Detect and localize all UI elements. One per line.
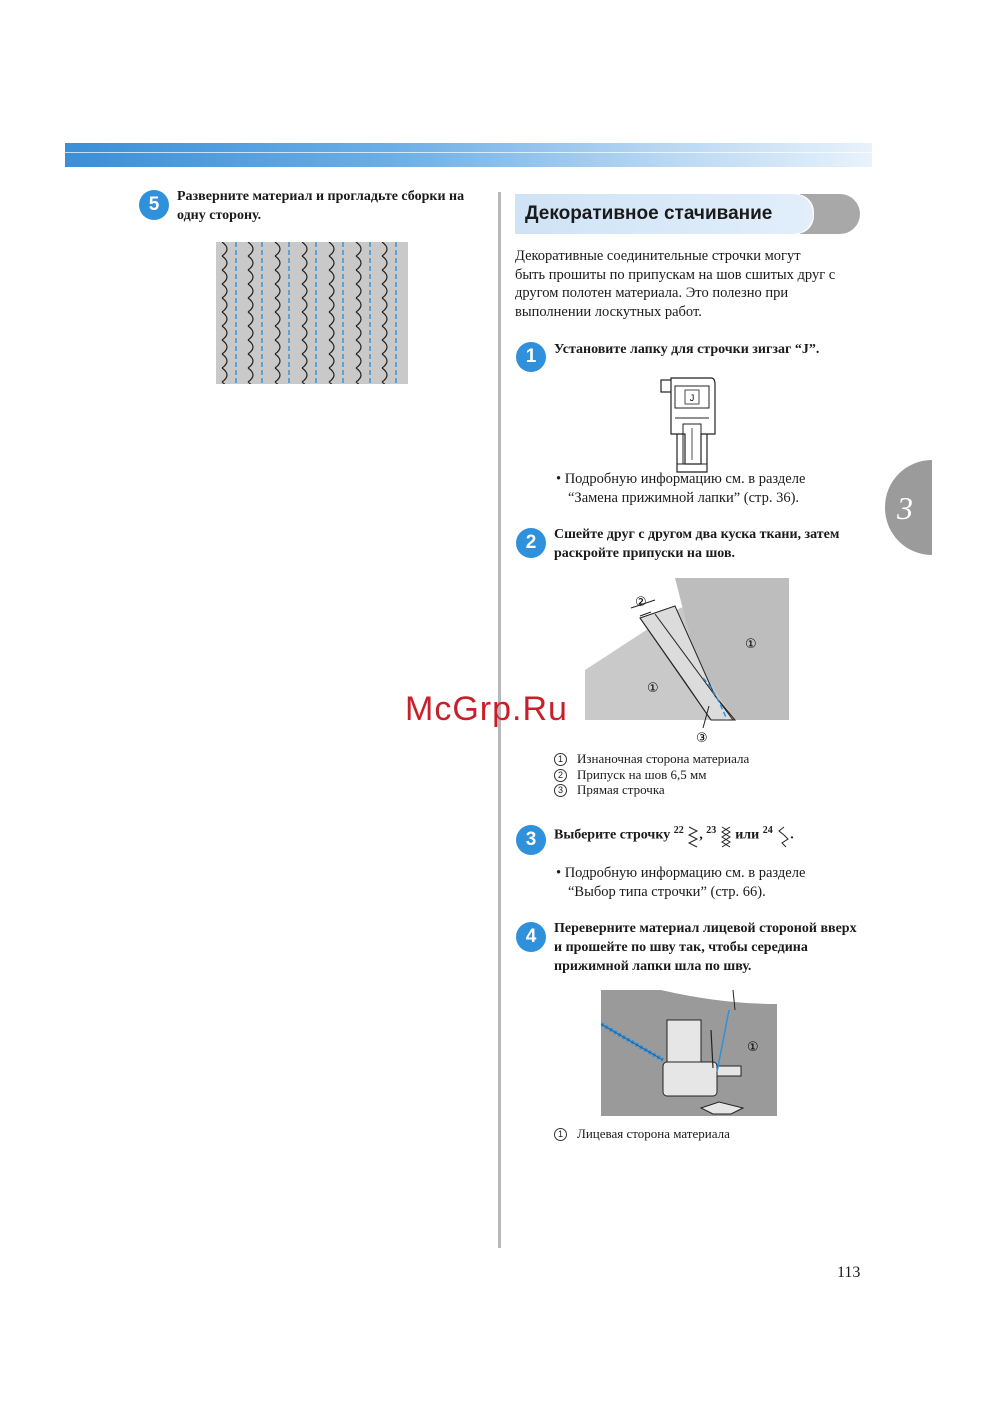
sewing-seam-illustration <box>601 990 777 1120</box>
step-2-badge: 2 <box>516 528 546 558</box>
step-2-heading-line2: раскройте припуски на шов. <box>554 546 736 561</box>
legend-item: 1 Изнаночная сторона материала <box>554 751 874 767</box>
bullet: • <box>556 471 562 487</box>
callout-wrong-side-right: ① <box>745 637 757 652</box>
step-4-heading-line2: и прошейте по шву так, чтобы середина <box>554 940 808 955</box>
step-2-heading-line1: Сшейте друг с другом два куска ткани, затем <box>554 527 840 542</box>
legend-item: 2 Припуск на шов 6,5 мм <box>554 767 874 783</box>
pressed-gathers-illustration <box>216 242 408 384</box>
callout-right-side: ① <box>747 1040 759 1055</box>
step-3-note-line1: Подробную информацию см. в разделе <box>564 865 806 881</box>
foot-letter-label: J <box>689 393 695 403</box>
step-4-heading <box>554 919 874 976</box>
stitch-23-number: 23 <box>706 825 717 836</box>
stitch-22-number: 22 <box>673 825 684 836</box>
step-5-badge: 5 <box>139 190 169 220</box>
step-4-heading-line3: прижимной лапки шла по шву. <box>554 959 752 974</box>
step-3-note-link[interactable]: “Выбор типа строчки” (стр. 66). <box>568 883 766 900</box>
stitch-24-icon <box>776 825 790 849</box>
section-intro <box>515 247 865 321</box>
step-3-heading-text: Выберите строчку <box>554 827 671 843</box>
step-2-heading <box>554 525 874 563</box>
page-number: 113 <box>837 1264 861 1281</box>
legend-item: 3 Прямая строчка <box>554 782 874 798</box>
stitch-23-icon <box>720 825 732 849</box>
header-gradient-bar <box>65 143 872 167</box>
callout-seam-allowance: ② <box>635 595 647 610</box>
step-1-heading: Установите лапку для строчки зигзаг “J”. <box>554 342 820 357</box>
intro-line-2: быть прошиты по припускам на шов сшитых друг с <box>515 266 836 283</box>
step-4-badge: 4 <box>516 922 546 952</box>
step-2-legend <box>554 751 874 798</box>
stitch-24-number: 24 <box>762 825 773 836</box>
legend-item: 1 Лицевая сторона материала <box>554 1126 874 1142</box>
step-5-heading-line2: одну сторону. <box>177 208 262 223</box>
intro-line-1: Декоративные соединительные строчки могут <box>515 248 801 264</box>
step-4-legend <box>554 1126 874 1142</box>
step-5-heading-line1: Разверните материал и прогладьте сборки на <box>177 189 465 204</box>
callout-wrong-side-left: ① <box>647 681 659 696</box>
step-1-note-line1: Подробную информацию см. в разделе <box>564 471 806 487</box>
step-1-note <box>556 470 876 507</box>
step-3-heading: Выберите строчку $^{22}$ , $^{23}$ или $^{24}$ . <box>554 818 874 854</box>
step-1-note-link[interactable]: “Замена прижимной лапки” (стр. 36). <box>568 489 800 506</box>
step-3-badge: 3 <box>516 825 546 855</box>
step-3-note <box>556 864 876 901</box>
seam-allowance-illustration <box>585 578 791 746</box>
step-4-heading-line1: Переверните материал лицевой стороной вверх <box>554 921 857 936</box>
stitch-22-icon <box>687 825 699 849</box>
section-title: Декоративное стачивание <box>525 203 773 224</box>
watermark: McGrp.Ru <box>405 690 568 728</box>
intro-line-3: другом полотен материала. Это полезно при <box>515 285 789 301</box>
zigzag-foot-j-illustration <box>655 372 725 484</box>
bullet: • <box>556 865 562 881</box>
step-1-badge: 1 <box>516 342 546 372</box>
intro-line-4: выполнении лоскутных работ. <box>515 303 702 320</box>
callout-straight-stitch: ③ <box>696 731 708 746</box>
chapter-number: 3 <box>897 490 913 526</box>
step-5-heading <box>177 187 487 225</box>
